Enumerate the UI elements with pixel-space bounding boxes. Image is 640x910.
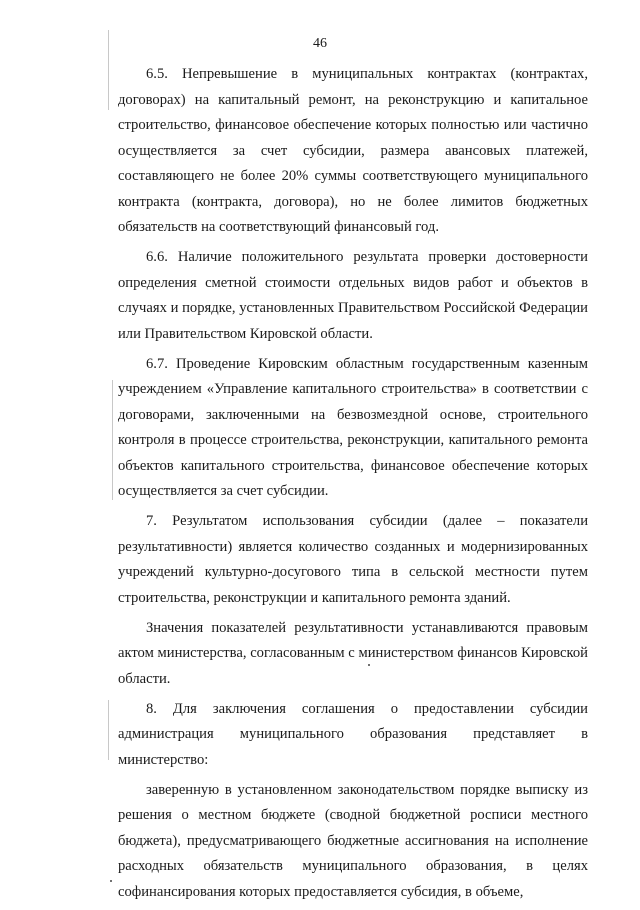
paragraph-6-5: 6.5. Непревышение в муниципальных контрактах (контрактах, договорах) на капитальный ремонт, на реконструкцию и капитальное строительство, финансовое обеспечение которых полностью или частично осуществляется за счет субсидии, размера авансовых платежей, составляющего не более 20% суммы соответствующего муниципального контракта (контракта, договора), но не более лимитов бюджетных обязательств на соответствующий финансовый год. <box>118 66 588 235</box>
paragraph-6-7: 6.7. Проведение Кировским областным государственным казенным учреждением «Управление капитального строительства» в соответствии с договорами, заключенными на безвозмездной основе, строительного контроля в процессе строительства, реконструкции, капитального ремонта объектов капитального строительства, финансовое обеспечение которых осуществляется за счет субсидии. <box>118 355 588 499</box>
paragraph-6-6: 6.6. Наличие положительного результата проверки достоверности определения сметной стоимости отдельных видов работ и объектов в случаях и порядке, установленных Правительством Российской Федерации или Правительством Кировской области. <box>118 249 588 342</box>
scan-speck <box>110 880 112 882</box>
paragraph-budget-extract: заверенную в установленном законодательством порядке выписку из решения о местном бюджете (сводной бюджетной росписи местного бюджета), предусматривающего бюджетные ассигнования на исполнение расходных обязательств муниципального образования, в целях софинансирования которых предоставляется субсидия, в объеме, <box>118 781 588 900</box>
paragraph-8: 8. Для заключения соглашения о предоставлении субсидии администрация муниципального образования представляет в министерство: <box>118 700 588 768</box>
paragraph-indicator-values: Значения показателей результативности устанавливаются правовым актом министерства, согласованным с министерством финансов Кировской области. <box>118 619 588 687</box>
page-number: 46 <box>313 36 327 51</box>
paragraph-7: 7. Результатом использования субсидии (далее – показатели результативности) является количество созданных и модернизированных учреждений культурно-досугового типа в сельской местности путем строительства, реконструкции и капитального ремонта зданий. <box>118 513 588 606</box>
scan-artifact-line <box>112 380 113 500</box>
scan-artifact-line <box>108 700 109 760</box>
document-body <box>118 62 588 910</box>
